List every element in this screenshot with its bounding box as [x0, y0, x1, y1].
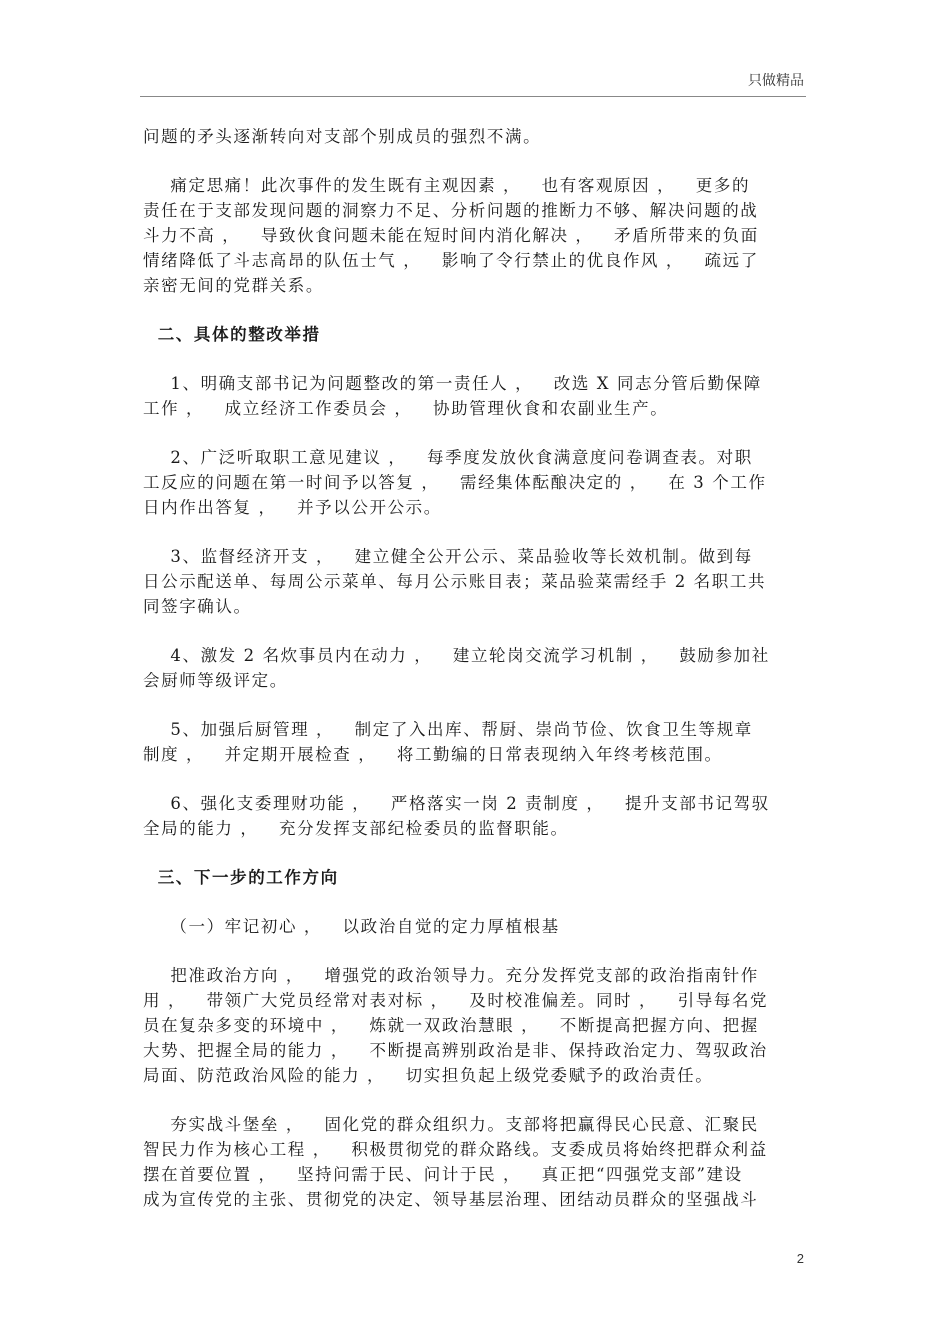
text-line: 5、加强后厨管理 ， 制定了入出库、帮厨、崇尚节俭、饮食卫生等规章 [143, 720, 753, 739]
document-body [143, 124, 808, 1212]
text-line: 工反应的问题在第一时间予以答复 ， 需经集体酝酿决定的 ， 在 3 个工作 [143, 473, 767, 492]
measure-5 [143, 717, 808, 767]
subsection-heading-1 [143, 914, 808, 939]
text-line: 大势、把握全局的能力 ， 不断提高辨别政治是非、保持政治定力、驾驭政治 [143, 1041, 768, 1060]
heading-text: 三、下一步的工作方向 [143, 868, 339, 887]
measure-3 [143, 544, 808, 619]
heading-text: 二、具体的整改举措 [143, 325, 321, 344]
text-line: 痛定思痛！此次事件的发生既有主观因素 ， 也有客观原因 ， 更多的 [143, 176, 751, 195]
measure-2 [143, 445, 808, 520]
paragraph-2 [143, 173, 808, 298]
page-header: 只做精品 [748, 73, 804, 89]
measure-4 [143, 643, 808, 693]
text-line: 夯实战斗堡垒 ， 固化党的群众组织力。支部将把赢得民心民意、汇聚民 [143, 1115, 759, 1134]
paragraph-political-direction [143, 963, 808, 1088]
text-line: 日内作出答复 ， 并予以公开公示。 [143, 498, 442, 517]
text-line: 工作 ， 成立经济工作委员会 ， 协助管理伙食和农副业生产。 [143, 399, 669, 418]
text-line: 全局的能力 ， 充分发挥支部纪检委员的监督职能。 [143, 819, 569, 838]
header-rule [140, 96, 806, 97]
text-line: 亲密无间的党群关系。 [143, 276, 324, 295]
text-line: 成为宣传党的主张、贯彻党的决定、领导基层治理、团结动员群众的坚强战斗 [143, 1190, 759, 1209]
text-line: 2、广泛听取职工意见建议 ， 每季度发放伙食满意度问卷调查表。对职 [143, 448, 753, 467]
text-line: 把准政治方向 ， 增强党的政治领导力。充分发挥党支部的政治指南针作 [143, 966, 759, 985]
text-line: 会厨师等级评定。 [143, 671, 288, 690]
measure-6 [143, 791, 808, 841]
section-heading-3 [143, 865, 808, 890]
text-line: 3、监督经济开支 ， 建立健全公开公示、菜品验收等长效机制。做到每 [143, 547, 753, 566]
text-line: 情绪降低了斗志高昂的队伍士气 ， 影响了令行禁止的优良作风 ， 疏远了 [143, 251, 759, 270]
text-line: 6、强化支委理财功能 ， 严格落实一岗 2 责制度 ， 提升支部书记驾驭 [143, 794, 770, 813]
text-line: 制度 ， 并定期开展检查 ， 将工勤编的日常表现纳入年终考核范围。 [143, 745, 723, 764]
text-line: 智民力作为核心工程 ， 积极贯彻党的群众路线。支委成员将始终把群众利益 [143, 1140, 768, 1159]
text-line: 问题的矛头逐渐转向对支部个别成员的强烈不满。 [143, 127, 542, 146]
text-line: 局面、防范政治风险的能力 ， 切实担负起上级党委赋予的政治责任。 [143, 1066, 714, 1085]
text-line: 责任在于支部发现问题的洞察力不足、分析问题的推断力不够、解决问题的战 [143, 201, 759, 220]
page-number: 2 [796, 1251, 804, 1266]
paragraph-fortress [143, 1112, 808, 1212]
text-line: 斗力不高 ， 导致伙食问题未能在短时间内消化解决 ， 矛盾所带来的负面 [143, 226, 759, 245]
measure-1 [143, 371, 808, 421]
text-line: 摆在首要位置 ， 坚持问需于民、问计于民 ， 真正把“四强党支部”建设 [143, 1165, 743, 1184]
text-line: 日公示配送单、每周公示菜单、每月公示账目表；菜品验菜需经手 2 名职工共 [143, 572, 767, 591]
paragraph-1 [143, 124, 808, 149]
section-heading-2 [143, 322, 808, 347]
text-line: 同签字确认。 [143, 597, 252, 616]
text-line: 用 ， 带领广大党员经常对表对标 ， 及时校准偏差。同时 ， 引导每名党 [143, 991, 769, 1010]
text-line: 员在复杂多变的环境中 ， 炼就一双政治慧眼 ， 不断提高把握方向、把握 [143, 1016, 759, 1035]
text-line: 4、激发 2 名炊事员内在动力 ， 建立轮岗交流学习机制 ， 鼓励参加社 [143, 646, 770, 665]
subheading-text: （一）牢记初心 ， 以政治自觉的定力厚植根基 [143, 917, 560, 936]
text-line: 1、明确支部书记为问题整改的第一责任人 ， 改选 X 同志分管后勤保障 [143, 374, 762, 393]
